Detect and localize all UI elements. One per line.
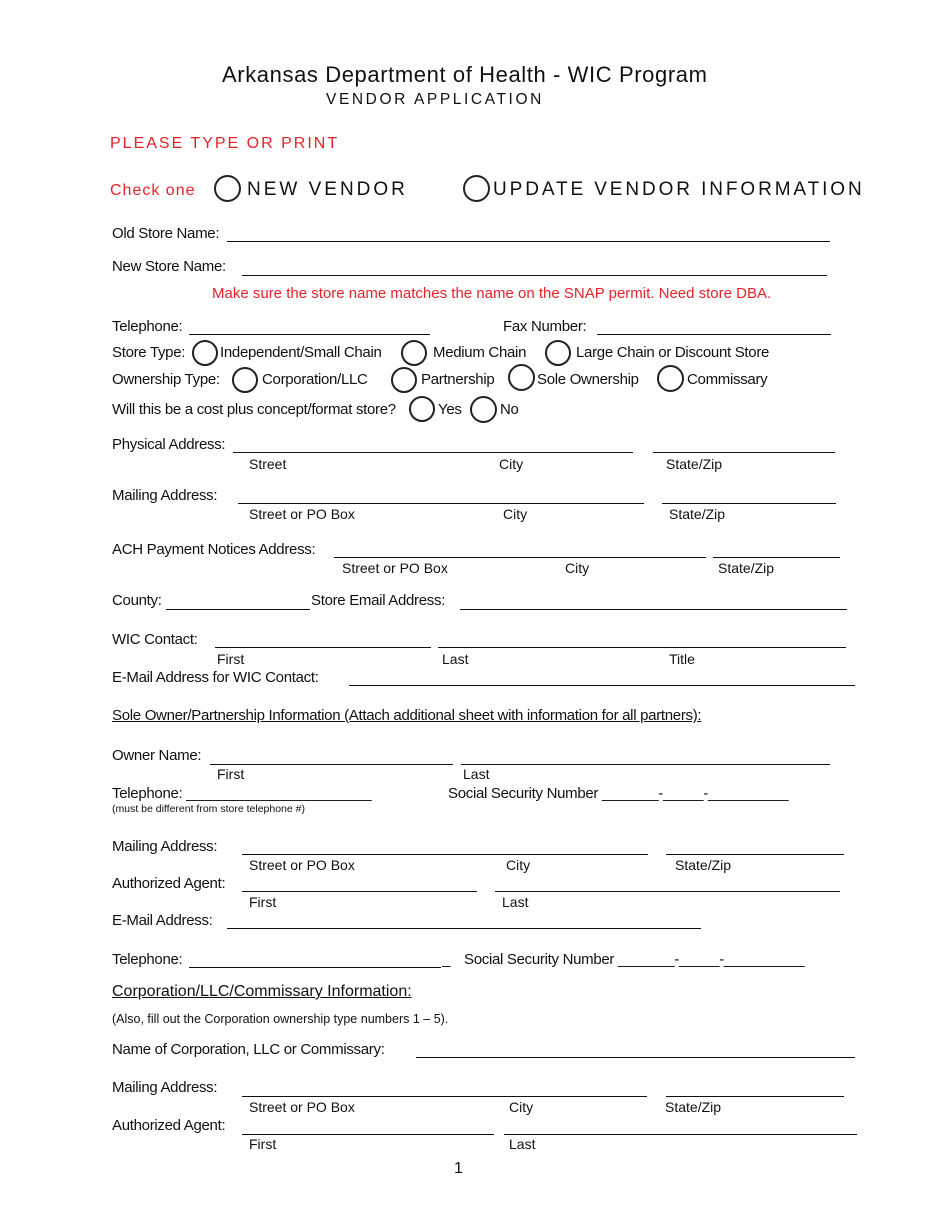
wic-contact-last-title-field[interactable] [438,647,846,648]
corporation-mailing-street-city-field[interactable] [242,1096,647,1097]
physical-address-label: Physical Address: [112,436,226,453]
store-type-large-label: Large Chain or Discount Store [576,344,770,361]
corporation-agent-first-caption: First [249,1136,277,1152]
county-field[interactable] [166,609,310,610]
check-one-label: Check one [110,182,196,199]
wic-contact-title-caption: Title [669,651,695,667]
wic-contact-first-field[interactable] [215,647,431,648]
owner-agent-last-caption: Last [502,894,529,910]
mailing-address-street-city-field[interactable] [238,503,644,504]
owner-agent-last-field[interactable] [495,891,840,892]
corporation-mailing-statezip-caption: State/Zip [665,1099,722,1115]
corporation-section-heading: Corporation/LLC/Commissary Information: [112,983,412,1000]
mailing-address-statezip-field[interactable] [662,503,836,504]
instruction-text: PLEASE TYPE OR PRINT [110,135,340,152]
store-type-independent-label: Independent/Small Chain [220,344,382,361]
physical-address-street-city-field[interactable] [233,452,633,453]
corporation-agent-last-field[interactable] [504,1134,857,1135]
store-type-large-radio[interactable] [545,340,571,366]
fax-number-field[interactable] [597,334,831,335]
owner-first-name-field[interactable] [210,764,453,765]
ach-street-caption: Street or PO Box [342,560,448,576]
corporation-mailing-statezip-field[interactable] [666,1096,844,1097]
owner-telephone2-label: Telephone: [112,951,183,968]
store-email-field[interactable] [460,609,847,610]
store-telephone-field[interactable] [189,334,430,335]
new-vendor-label: NEW VENDOR [247,179,408,200]
owner-mailing-city-caption: City [506,857,531,873]
owner-name-label: Owner Name: [112,747,202,764]
ownership-partnership-radio[interactable] [391,367,417,393]
owner-section-heading: Sole Owner/Partnership Information (Attach additional sheet with information for all partners): [112,707,702,724]
wic-contact-email-label: E-Mail Address for WIC Contact: [112,669,319,686]
cost-plus-no-radio[interactable] [470,396,497,423]
ownership-commissary-label: Commissary [687,371,768,388]
wic-contact-email-field[interactable] [349,685,855,686]
owner-telephone-note: (must be different from store telephone #) [112,803,305,815]
store-type-label: Store Type: [112,344,186,361]
corporation-agent-label: Authorized Agent: [112,1117,226,1134]
physical-street-caption: Street [249,456,287,472]
update-vendor-radio[interactable] [463,175,490,202]
ownership-sole-label: Sole Ownership [537,371,639,388]
corporation-agent-first-field[interactable] [242,1134,494,1135]
ownership-sole-radio[interactable] [508,364,535,391]
ach-statezip-caption: State/Zip [718,560,775,576]
corporation-mailing-street-caption: Street or PO Box [249,1099,355,1115]
owner-telephone-label[interactable]: Telephone: _______________________ [112,785,372,802]
new-vendor-radio[interactable] [214,175,241,202]
cost-plus-question: Will this be a cost plus concept/format store? [112,401,396,418]
store-type-medium-radio[interactable] [401,340,427,366]
owner-mailing-street-caption: Street or PO Box [249,857,355,873]
fax-number-label: Fax Number: [503,318,587,335]
owner-mailing-street-city-field[interactable] [242,854,648,855]
mailing-street-caption: Street or PO Box [249,506,355,522]
store-type-independent-radio[interactable] [192,340,218,366]
corporation-name-field[interactable] [416,1057,855,1058]
wic-contact-first-caption: First [217,651,245,667]
new-store-name-label: New Store Name: [112,258,226,275]
owner-agent-label: Authorized Agent: [112,875,226,892]
ownership-corporation-label: Corporation/LLC [262,371,368,388]
owner-mailing-statezip-field[interactable] [666,854,844,855]
owner-mailing-label: Mailing Address: [112,838,218,855]
page-number: 1 [454,1160,463,1177]
owner-agent-first-field[interactable] [242,891,477,892]
new-store-name-field[interactable] [242,275,827,276]
update-vendor-label: UPDATE VENDOR INFORMATION [493,179,865,200]
wic-contact-last-caption: Last [442,651,469,667]
corporation-mailing-city-caption: City [509,1099,534,1115]
ownership-partnership-label: Partnership [421,371,495,388]
cost-plus-yes-radio[interactable] [409,396,435,422]
old-store-name-field[interactable] [227,241,830,242]
cost-plus-yes-label: Yes [438,401,462,418]
corporation-mailing-label: Mailing Address: [112,1079,218,1096]
ownership-corporation-radio[interactable] [232,367,258,393]
owner-last-caption: Last [463,766,490,782]
owner-telephone2-field[interactable] [189,967,441,968]
owner-ssn-label[interactable]: Social Security Number _______-_____-__________ [448,785,789,802]
physical-statezip-caption: State/Zip [666,456,723,472]
owner-email-field[interactable] [227,928,701,929]
corporation-agent-last-caption: Last [509,1136,536,1152]
owner-telephone2-tail: _ [442,951,451,968]
owner-ssn2-label[interactable]: Social Security Number _______-_____-__________ [464,951,805,968]
ownership-commissary-radio[interactable] [657,365,684,392]
page-subtitle: VENDOR APPLICATION [326,91,544,108]
wic-contact-label: WIC Contact: [112,631,198,648]
owner-first-caption: First [217,766,245,782]
ach-city-caption: City [565,560,590,576]
mailing-address-label: Mailing Address: [112,487,218,504]
physical-city-caption: City [499,456,524,472]
owner-email-label: E-Mail Address: [112,912,213,929]
county-label: County: [112,592,162,609]
ach-address-street-city-field[interactable] [334,557,706,558]
store-name-note: Make sure the store name matches the name on the SNAP permit. Need store DBA. [212,285,772,302]
owner-mailing-statezip-caption: State/Zip [675,857,732,873]
owner-last-name-field[interactable] [461,764,830,765]
ach-address-label: ACH Payment Notices Address: [112,541,316,558]
owner-agent-first-caption: First [249,894,277,910]
physical-address-statezip-field[interactable] [653,452,835,453]
mailing-statezip-caption: State/Zip [669,506,726,522]
corporation-note: (Also, fill out the Corporation ownership type numbers 1 – 5). [112,1012,449,1026]
old-store-name-label: Old Store Name: [112,225,220,242]
store-email-label: Store Email Address: [311,592,446,609]
store-type-medium-label: Medium Chain [433,344,527,361]
store-telephone-label: Telephone: [112,318,183,335]
page-title: Arkansas Department of Health - WIC Program [222,62,708,87]
ach-address-statezip-field[interactable] [713,557,840,558]
cost-plus-no-label: No [500,401,519,418]
corporation-name-label: Name of Corporation, LLC or Commissary: [112,1041,385,1058]
ownership-type-label: Ownership Type: [112,371,220,388]
mailing-city-caption: City [503,506,528,522]
